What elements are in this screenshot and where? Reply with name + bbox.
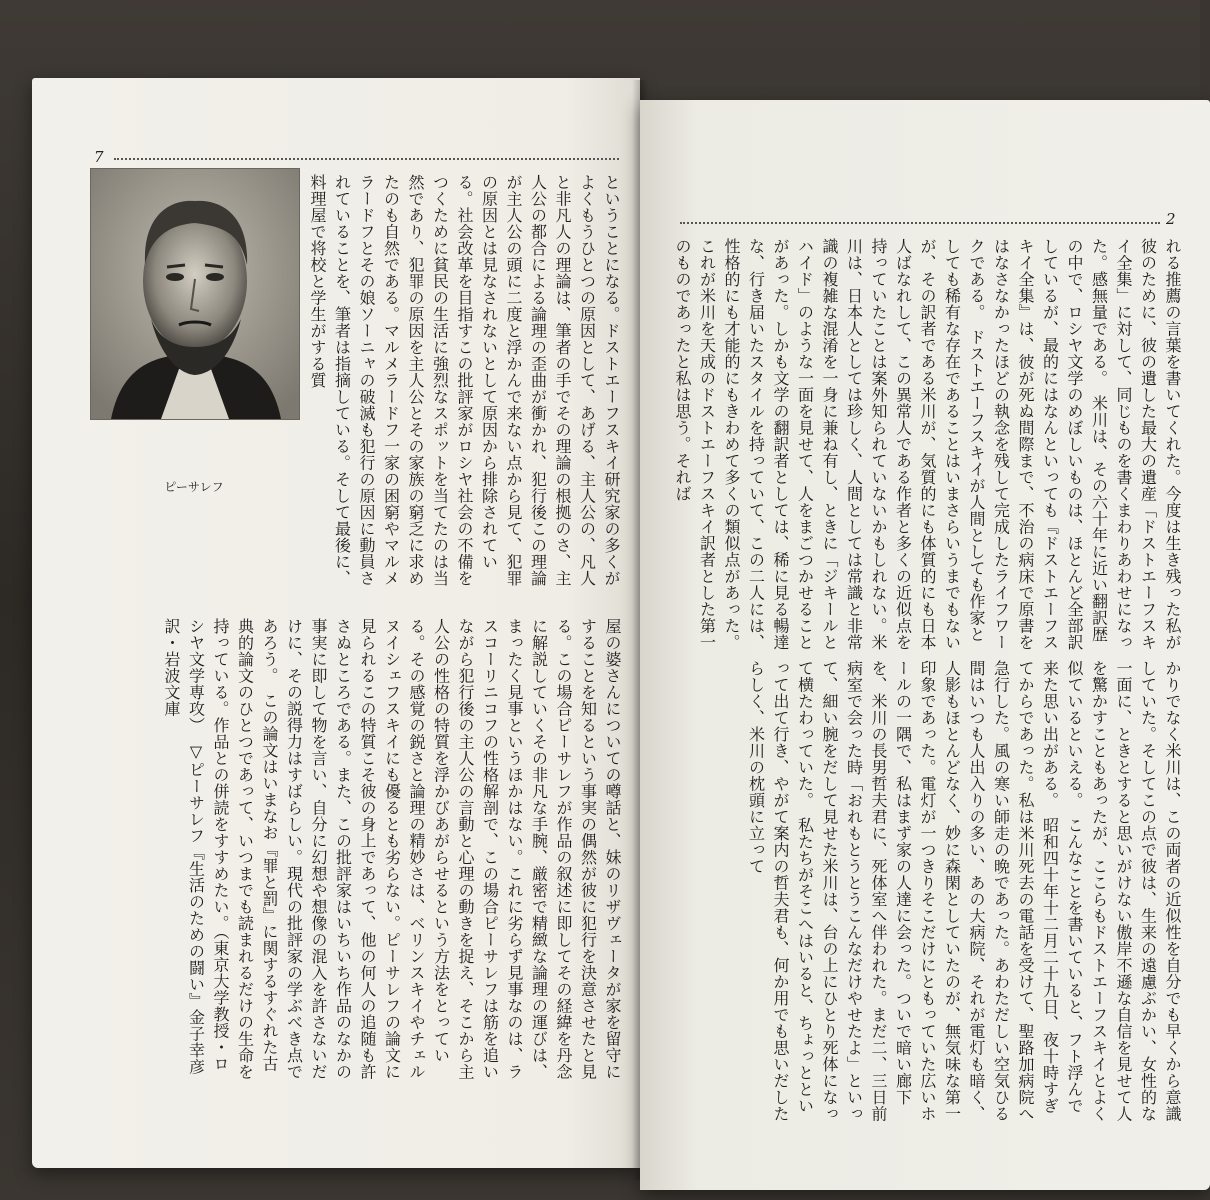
portrait-figure [91, 169, 299, 419]
header-rule-right [680, 222, 1160, 224]
page-number-left: 7 [94, 148, 104, 166]
left-page [32, 78, 640, 1168]
right-page-upper-column: れる推薦の言葉を書いてくれた。今度は生き残った私が彼のために、彼の遺した最大の遺産「ドストエーフスキイ全集」に対して、同じものを書くまわりあわせになった。感無量である。 米川は、その六十年に近い翻訳歴の中で、ロシヤ文学のめぼしいものは、ほとんど全部訳しているが、最的にはなんといっても『ドストエーフスキイ全集』は、彼が死ぬ間際まで、不治の病床で原書をはなさなかったほどの執念を残して完成したライフワークである。 ドストエーフスキイが人間としても作家としても稀有な存在であることはいまさらいうまでもないが、その訳者である米川が、気質的にも体質的にも日本人ばなれして、この異常人である作者と多くの近似点を持っていたことは案外知られていないかもしれない。米川は、日本人としては珍しく、人間としては常識と非常識の複雑な混淆を一身に兼ね有し、ときに「ジキールとハイド」のような一面を見せて、人をまごつかせることがあった。しかも文学の翻訳者としては、稀に見る暢達な、行き届いたスタイルを持っていて、この二人には、性格的にも才能的にもきわめて多くの類似点があった。これが米川を天成のドストエーフスキイ訳者とした第一のものであったと私は思う。それば [673, 238, 1182, 651]
portrait-image [90, 168, 300, 420]
left-page-lower-column: 屋の婆さんについての噂話と、妹のリザヴェータが家を留守にすることを知るという事実の偶然が彼に犯行を決意させたと見る。この場合ピーサレフが作品の叙述に即してその経緯を丹念に解説していくその非凡な手腕、厳密で精緻な論理の運びは、まったく見事というほかはない。これに劣らず見事なのは、ラスコーリニコフの性格解剖で、この場合ピーサレフは筋を追いながら犯行後の主人公の言動と心理の動きを捉え、そこから主人公の性格の特質を浮かびあがらせるという方法をとっている。その感覚の鋭さと論理の精妙さは、ベリンスキイやチェルヌイシェフスキイにも優るとも劣らない。ピーサレフの論文に見られるこの特質こそ彼の身上であって、他の何人の追随も許さぬところである。また、この批評家はいちいち作品のなかの事実に即して物を言い、自分に幻想や想像の混入を許さないだけに、その説得力はすばらしい。現代の批評家の学ぶべき点であろう。 この論文はいまなお『罪と罰』に関するすぐれた古典的論文のひとつであって、いつまでも読まれるだけの生命を持っている。作品との併読をすすめたい。（東京大学教授・ロシヤ文学専攻） ▽ピーサレフ『生活のための闘い』金子幸彦訳・岩波文庫 [162, 618, 622, 1080]
portrait-caption: ピーサレフ [164, 480, 224, 494]
right-page [640, 100, 1210, 1190]
header-rule-left [114, 158, 619, 160]
left-page-upper-column: ということになる。ドストエーフスキイ研究家の多くがよくもうひとつの原因として、あげる、主人公の、凡人と非凡人の理論は、筆者の手でその理論の根拠のさ、主人公の都合による論理の歪曲が衝かれ、犯行後この理論が主人公の頭に二度と浮かんで来ない点から見て、犯罪の原因とは見なされないとして原因から排除されている。社会改革を目指すこの批評家がロシヤ社会の不備をつくために貧民の生活に強烈なスポットを当てたのは当然であり、犯罪の原因を主人公とその家族の窮乏に求めたのも自然である。マルメラードフ一家の困窮やマルメラードフとその娘ソーニャの破滅も犯行の原因に動員されていることを、筆者は指摘している。そして最後に、料理屋で将校と学生がする質 [308, 174, 621, 587]
right-page-lower-column: かりでなく米川は、この両者の近似性を自分でも早くから意識していた。そしてこの点で彼は、生来の遠慮ぶかい、女性的な一面に、ときとすると思いがけない傲岸不遜な自信を見せて人を驚かすこともあったが、ここらもドストエーフスキイとよく似ているといえる。 こんなことを書いていると、フト浮んで来た思い出がある。 昭和四十年十二月二十九日、夜十時すぎてからであった。私は米川死去の電話を受けて、聖路加病院へ急行した。風の寒い師走の晩であった。あわただしい空気ひる間はいつも人出入りの多い、あの大病院、それが電灯も暗く、人影もほとんどなく、妙に森閑としていたのが、無気味な第一印象であった。電灯が一つきりそこだけにともっていた広いホールの一隅で、私はまず家の人達に会った。ついで暗い廊下を、米川の長男哲夫君に、死体室へ伴われた。まだ二、三日前病室で会った時「おれもとうとうこんなだけやせたよ」といって、細い腕をだして見せた米川は、台の上にひとり死体になって横たわっていた。 私たちがそこへはいると、ちょっとといって出て行き、やがて案内の哲夫君も、何か用でも思いだしたらしく、米川の枕頭に立って [746, 660, 1182, 1122]
page-number-right: 2 [1166, 210, 1176, 228]
open-booklet [20, 60, 1210, 1190]
